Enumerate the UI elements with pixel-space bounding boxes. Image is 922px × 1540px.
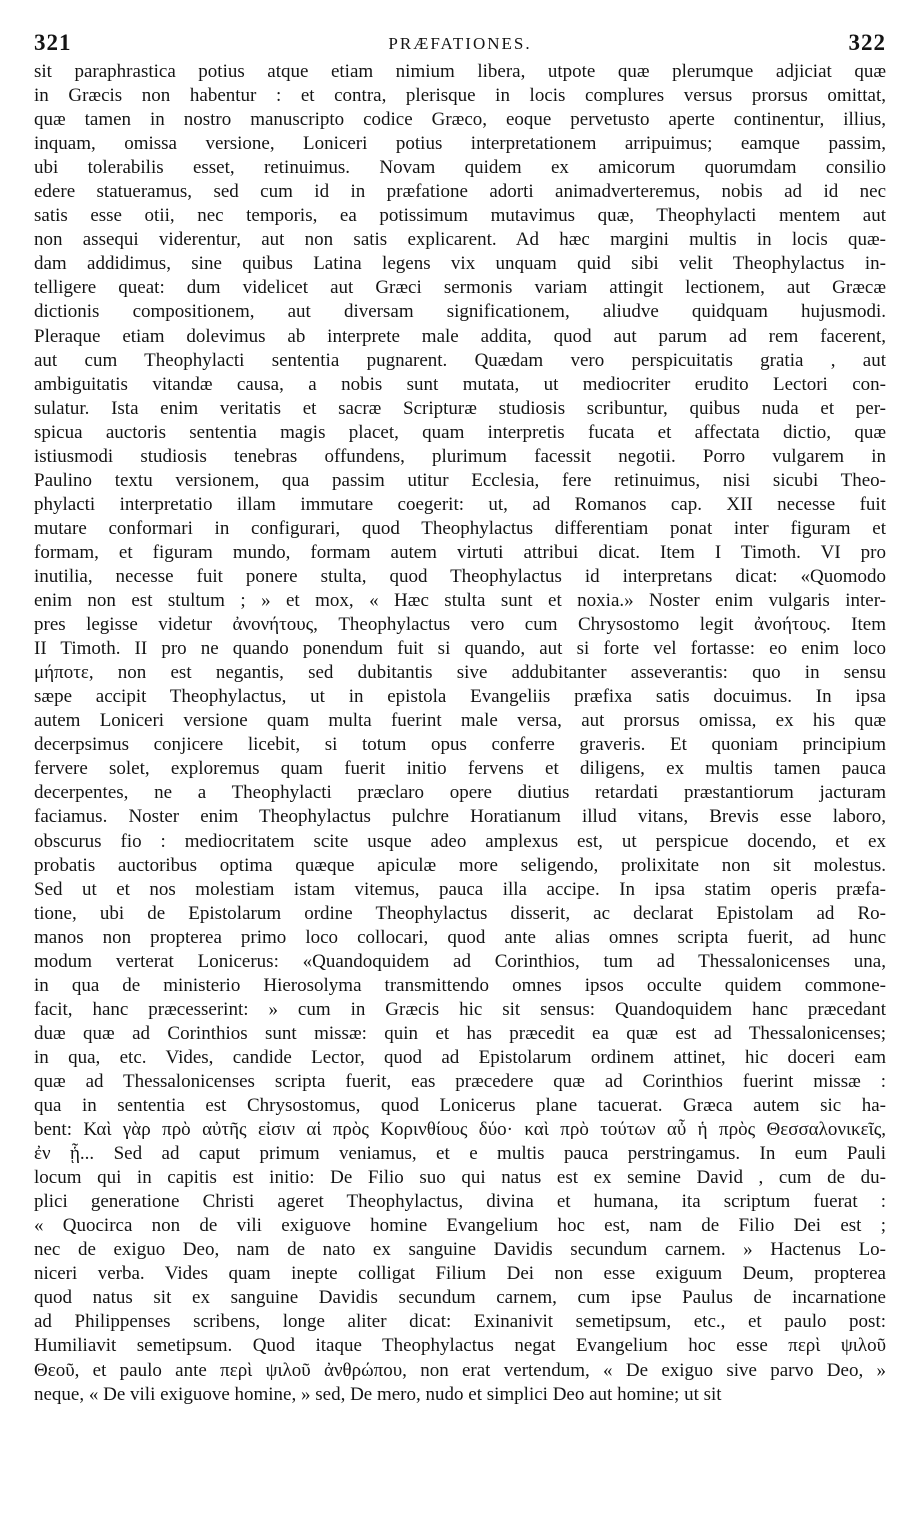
page-header [34, 30, 886, 56]
text-line: probatis auctoribus optima quæque apiculæ more seligendo, prolixitate non sit molestus. [34, 854, 886, 876]
text-line: aut cum Theophylacti sententia pugnarent. Quædam vero perspicuitatis gratia , aut [34, 349, 886, 371]
text-line: mutare conformari in configurari, quod Theophylactus differentiam ponat inter figuram et [34, 517, 886, 539]
text-line: in qua, etc. Vides, candide Lector, quod ad Epistolarum ordinem attinet, hic doceri eam [34, 1046, 886, 1068]
text-line: istiusmodi studiosis tenebras offundens, plurimum facessit negotii. Porro vulgarem in [34, 445, 886, 467]
text-line: fervere solet, exploremus quam fuerit initio fervens et diligens, ex multis tamen pauca [34, 758, 886, 780]
text-line: spicua auctoris sententia magis placet, quam interpretis fucata et affectata dictio, quæ [34, 421, 886, 443]
text-line: pres legisse videtur ἀνονήτους, Theophylactus vero cum Chrysostomo legit ἀνοήτους. Item [34, 614, 886, 636]
text-line: dictionis compositionem, aut diversam significationem, aliudve quidquam hujusmodi. [34, 301, 886, 323]
text-line: satis esse otii, nec temporis, ea potissimum mutavimus quæ, Theophylacti mentem aut [34, 205, 886, 227]
text-line: faciamus. Noster enim Theophylactus pulchre Horatianum illud vitans, Brevis esse laboro, [34, 806, 886, 828]
running-title: PRÆFATIONES. [388, 34, 532, 53]
text-line: Pleraque etiam dolevimus ab interprete male addita, quod aut parum ad rem facerent, [34, 325, 886, 347]
text-line: tione, ubi de Epistolarum ordine Theophylactus disserit, ac declarat Epistolam ad Ro- [34, 902, 886, 924]
text-line: ubi tolerabilis esset, retinuimus. Novam quidem ex amicorum quorumdam consilio [34, 157, 886, 179]
text-line: non assequi viderentur, aut non satis explicarent. Ad hæc margini multis in locis quæ- [34, 229, 886, 251]
text-line: quæ tamen in nostro manuscripto codice Græco, eoque pervetusto aperte continentur, illius, [34, 109, 886, 131]
text-line: quod natus sit ex sanguine Davidis secundum carnem, cum ipse Paulus de incarnatione [34, 1287, 886, 1309]
text-line: duæ quæ ad Corinthios sunt missæ: quin et has præcedit ea quæ est ad Thessalonicenses; [34, 1022, 886, 1044]
text-line: ἐν ᾗ... Sed ad caput primum veniamus, et e multis pauca perstringamus. In eum Pauli [34, 1143, 886, 1165]
text-line: μήποτε, non est negantis, sed dubitantis sive addubitanter asseverantis: quo in sensu [34, 662, 886, 684]
text-line: inquam, omissa versione, Loniceri potius interpretationem arripuimus; eamque passim, [34, 133, 886, 155]
text-line: bent: Καὶ γὰρ πρὸ αὐτῆς εἰσιν αἱ πρὸς Κορινθίους δύο· καὶ πρὸ τούτων αὖ ἡ πρὸς Θεσσαλονικεῖς, [34, 1119, 886, 1141]
text-line: quæ ad Thessalonicenses scripta fuerit, eas præcedere quæ ad Corinthios fuerint missæ : [34, 1070, 886, 1092]
text-line: phylacti interpretatio illam immutare coegerit: ut, ad Romanos cap. XII necesse fuit [34, 493, 886, 515]
text-line: in Græcis non habentur : et contra, plerisque in locis complures versus prorsus omittat, [34, 85, 886, 107]
text-line: « Quocirca non de vili exiguove homine Evangelium hoc est, nam de Filio Dei est ; [34, 1215, 886, 1237]
text-line: autem Loniceri versione quam multa fuerint male versa, aut prorsus omissa, ex his quæ [34, 710, 886, 732]
text-line: II Timoth. II pro ne quando ponendum fuit si quando, aut si forte vel fortasse: eo enim loco [34, 638, 886, 660]
text-line: edere statueramus, sed cum id in præfatione adorti animadverteremus, nobis ad id nec [34, 181, 886, 203]
text-line: decerpsimus conjicere licebit, si totum opus conferre graveris. Et quoniam principium [34, 734, 886, 756]
text-line: in qua de ministerio Hierosolyma transmittendo omnes ipsos occulte quidem commone- [34, 974, 886, 996]
text-line: formam, et figuram mundo, formam autem virtuti attribui dicat. Item I Timoth. VI pro [34, 541, 886, 563]
text-line: sit paraphrastica potius atque etiam nimium libera, utpote quæ plerumque adjiciat quæ [34, 61, 886, 82]
text-line: manos non propterea primo loco collocari, quod ante alias omnes scripta fuerit, ad hunc [34, 926, 886, 948]
text-line: ambiguitatis vitandæ causa, a nobis sunt mutata, ut mediocriter erudito Lectori con- [34, 373, 886, 395]
text-line: Θεοῦ, et paulo ante περὶ ψιλοῦ ἀνθρώπου, non erat vertendum, « De exiguo sive parvo Deo, » [34, 1359, 886, 1381]
text-line: obscurus fio : mediocritatem scite usque adeo amplexus est, ut perspicue docendo, et ex [34, 830, 886, 852]
text-line: plici generatione Christi ageret Theophylactus, divina et humana, ita scriptum fuerat : [34, 1191, 886, 1213]
text-line: sæpe accipit Theophylactus, ut in epistola Evangeliis præfixa satis docuimus. In ipsa [34, 686, 886, 708]
page-number-left: 321 [34, 30, 72, 55]
text-line: inutilia, necesse fuit ponere stulta, quod Theophylactus id interpretans dicat: «Quomodo [34, 565, 886, 587]
text-line: facit, hanc præcesserint: » cum in Græcis hic sit sensus: Quandoquidem hanc præcedant [34, 998, 886, 1020]
text-line: decerpentes, ne a Theophylacti præclaro opere diutius retardati præstantiorum jacturam [34, 782, 886, 804]
text-body [34, 60, 886, 1407]
text-line: qua in sententia est Chrysostomus, quod Lonicerus plane tacuerat. Græca autem sic ha- [34, 1095, 886, 1117]
text-line: Humiliavit semetipsum. Quod itaque Theophylactus negat Evangelium hoc esse περὶ ψιλοῦ [34, 1335, 886, 1357]
text-line: niceri verba. Vides quam inepte colligat Filium Dei non esse exiguum Deum, propterea [34, 1263, 886, 1285]
page-number-right: 322 [848, 30, 886, 55]
text-line: modum verterat Lonicerus: «Quandoquidem ad Corinthios, tum ad Thessalonicenses una, [34, 950, 886, 972]
text-line: dam addidimus, sine quibus Latina legens vix unquam quid sibi velit Theophylactus in- [34, 253, 886, 275]
text-line: telligere queat: dum videlicet aut Græci sermonis variam attingit lectionem, aut Græcæ [34, 277, 886, 299]
text-line: neque, « De vili exiguove homine, » sed, De mero, nudo et simplici Deo aut homine; ut sit [34, 1383, 722, 1405]
text-line: ad Philippenses scribens, longe aliter dicat: Exinanivit semetipsum, etc., et paulo post: [34, 1311, 886, 1333]
text-line: sulatur. Ista enim veritatis et sacræ Scripturæ studiosis scribuntur, quibus nuda et per- [34, 397, 886, 419]
text-line: nec de exiguo Deo, nam de nato ex sanguine Davidis secundum carnem. » Hactenus Lo- [34, 1239, 886, 1261]
text-line: Paulino textu versionem, qua passim utitur Ecclesia, fere retinuimus, nisi sicubi Theo- [34, 469, 886, 491]
text-line: Sed ut et nos molestiam istam vitemus, pauca illa accipe. In ipsa statim operis præfa- [34, 878, 886, 900]
text-line: locum qui in capitis est initio: De Filio suo qui natus est ex semine David , cum de du- [34, 1167, 886, 1189]
text-line: enim non est stultum ; » et mox, « Hæc stulta sunt et noxia.» Noster enim vulgaris inter- [34, 590, 886, 612]
